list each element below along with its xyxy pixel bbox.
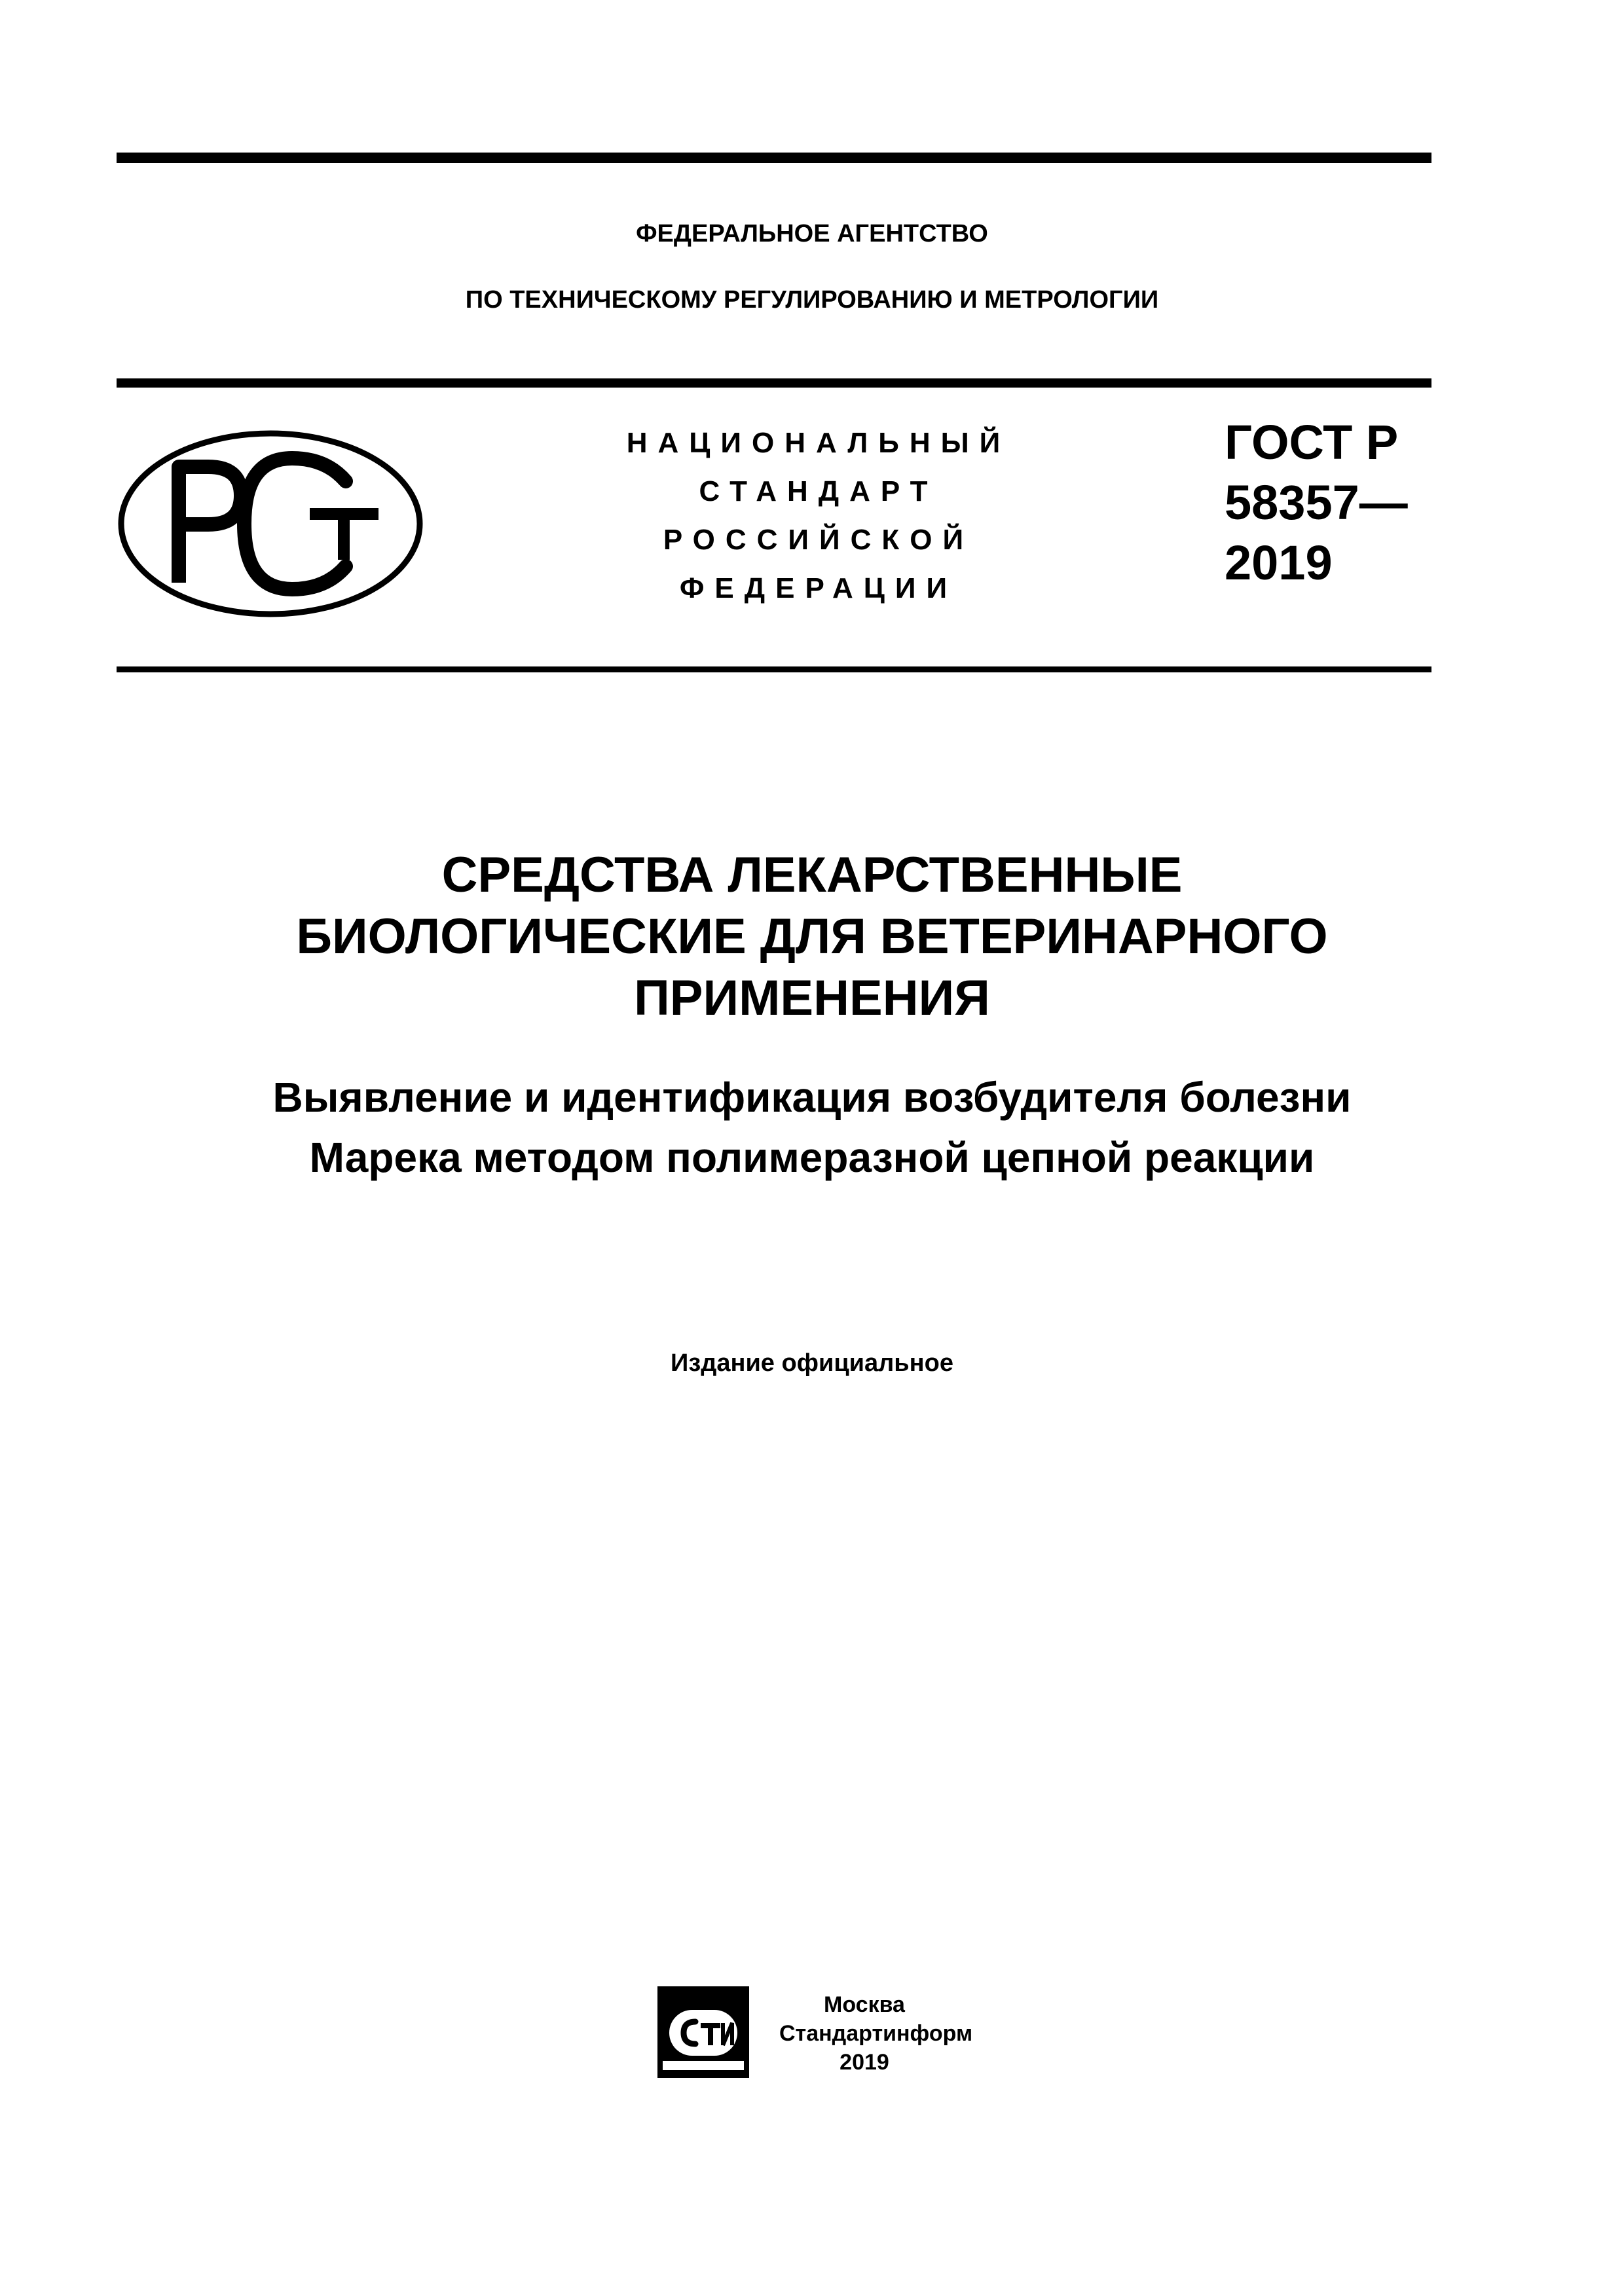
designation-line: 58357—	[1225, 475, 1408, 530]
designation-line: ГОСТ Р	[1225, 415, 1399, 469]
publisher-name: Стандартинформ	[779, 2021, 973, 2046]
national-standard-line: ФЕДЕРАЦИИ	[679, 572, 958, 604]
designation-line: 2019	[1225, 536, 1333, 590]
agency-name-line2: ПО ТЕХНИЧЕСКОМУ РЕГУЛИРОВАНИЮ И МЕТРОЛОГИИ	[465, 286, 1159, 314]
national-standard-line: РОССИЙСКОЙ	[663, 524, 974, 556]
gost-r-emblem-icon	[117, 429, 424, 619]
agency-name-line1: ФЕДЕРАЛЬНОЕ АГЕНТСТВО	[636, 220, 988, 247]
document-subtitle	[0, 1067, 1624, 1188]
national-standard-line: НАЦИОНАЛЬНЫЙ	[626, 427, 1011, 459]
standard-designation	[1225, 412, 1408, 593]
national-standard-label	[589, 419, 1048, 613]
bottom-divider	[117, 666, 1431, 672]
national-standard-line: СТАНДАРТ	[699, 475, 938, 507]
title-line: ПРИМЕНЕНИЯ	[634, 970, 990, 1026]
document-title	[0, 845, 1624, 1029]
publisher-city: Москва	[824, 1992, 905, 2017]
subtitle-line: Выявление и идентификация возбудителя болезни	[272, 1074, 1352, 1121]
title-line: БИОЛОГИЧЕСКИЕ ДЛЯ ВЕТЕРИНАРНОГО	[296, 909, 1328, 964]
top-divider	[117, 153, 1431, 163]
publication-year: 2019	[840, 2050, 889, 2075]
publisher-block	[779, 1990, 973, 2077]
middle-divider	[117, 378, 1431, 388]
standartinform-logo-icon	[655, 1984, 752, 2081]
edition-label: Издание официальное	[671, 1349, 953, 1377]
subtitle-line: Марека методом полимеразной цепной реакции	[309, 1134, 1315, 1181]
title-line: СРЕДСТВА ЛЕКАРСТВЕННЫЕ	[441, 847, 1183, 903]
